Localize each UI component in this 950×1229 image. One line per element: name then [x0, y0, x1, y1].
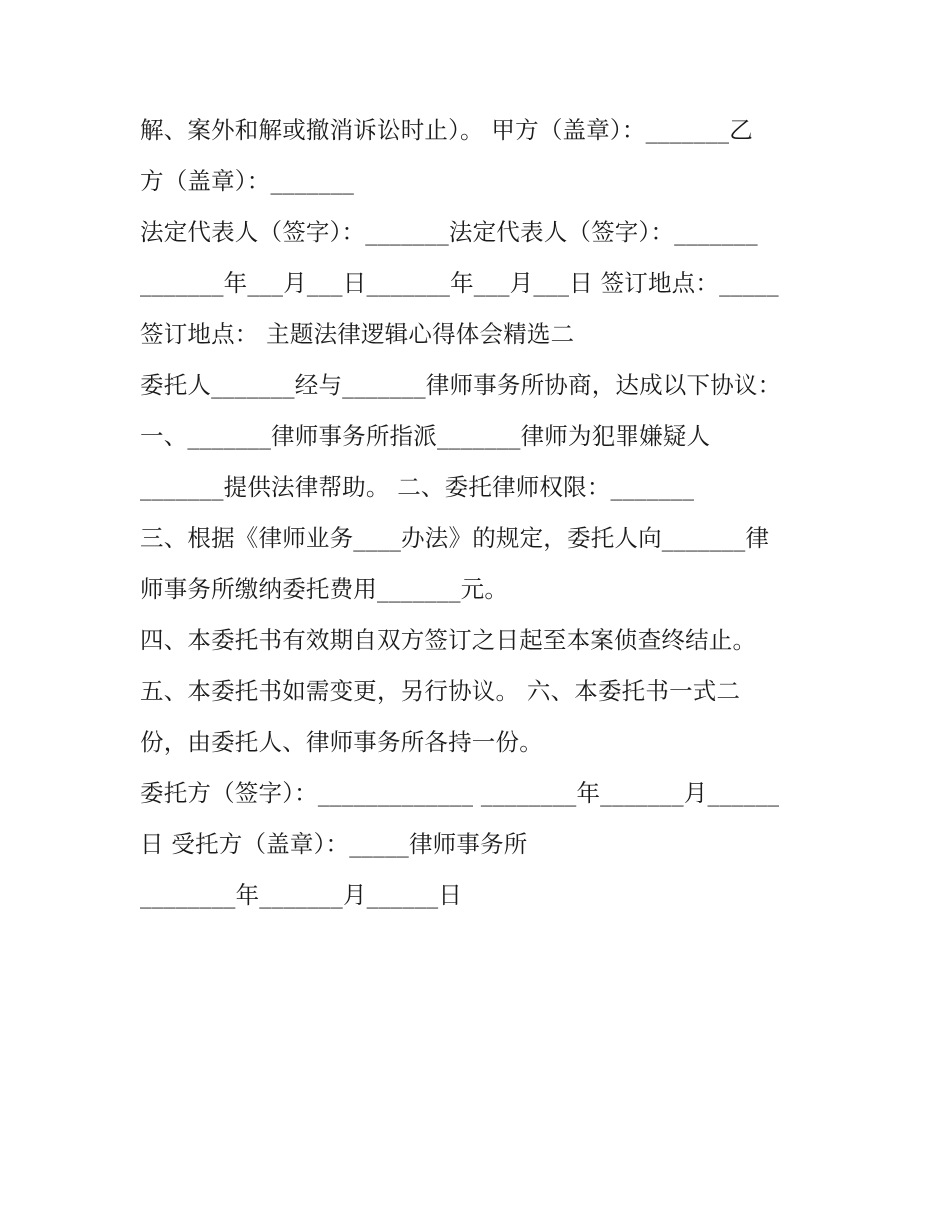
text-line: 五、本委托书如需变更，另行协议。 六、本委托书一式二 — [140, 677, 741, 705]
text-line: 份，由委托人、律师事务所各持一份。 — [140, 728, 543, 756]
text-line: ________年_______月______日 — [140, 881, 463, 909]
text-line: 三、根据《律师业务____办法》的规定，委托人向_______律 — [140, 524, 770, 552]
text-line: 一、_______律师事务所指派_______律师为犯罪嫌疑人 — [140, 422, 711, 450]
text-line: _______年___月___日_______年___月___日 签订地点：_____ — [140, 269, 779, 297]
text-line: 委托方（签字）：_____________ ________年_______月______ — [140, 779, 780, 807]
text-line: _______提供法律帮助。 二、委托律师权限：_______ — [140, 473, 695, 501]
text-line: 签订地点： 主题法律逻辑心得体会精选二 — [140, 320, 575, 348]
text-line: 解、案外和解或撤消诉讼时止）。 甲方（盖章）：_______乙 — [140, 116, 753, 144]
text-line: 四、本委托书有效期自双方签订之日起至本案侦查终结止。 — [140, 626, 757, 654]
text-line: 师事务所缴纳委托费用_______元。 — [140, 575, 509, 603]
text-line: 法定代表人（签字）：_______法定代表人（签字）：_______ — [140, 218, 758, 246]
text-line: 委托人_______经与_______律师事务所协商，达成以下协议： — [140, 371, 782, 399]
text-line: 方（盖章）：_______ — [140, 167, 355, 195]
text-line: 日 受托方（盖章）：_____律师事务所 — [140, 830, 528, 858]
